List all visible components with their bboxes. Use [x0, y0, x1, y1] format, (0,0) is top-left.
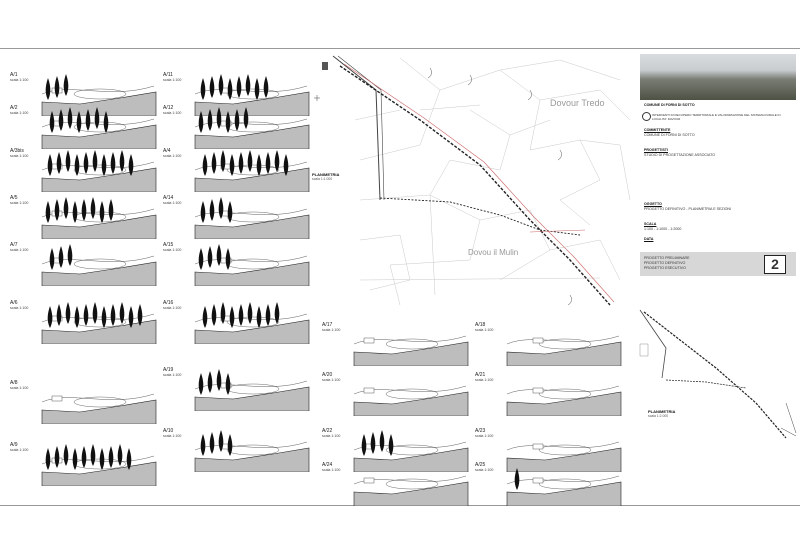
section-code: A/10: [163, 428, 174, 434]
section-code: A/9: [10, 442, 18, 448]
data-heading: DATA: [644, 237, 654, 241]
section-label: [10, 195, 28, 205]
cross-section-a-8: [10, 370, 180, 438]
planimetria-secondary: [636, 308, 798, 448]
section-label: [475, 372, 493, 382]
municipality-emblem-icon: [642, 112, 651, 121]
section-scale: scala 1:100: [475, 378, 494, 382]
progettisti-value: STUDIO DI PROGETTAZIONE ASSOCIATO: [644, 153, 716, 157]
section-code: A/12: [163, 105, 174, 111]
section-scale: scala 1:100: [163, 111, 182, 115]
section-label: [475, 322, 493, 332]
cross-section-a-9: [10, 432, 180, 500]
section-scale: scala 1:100: [163, 373, 182, 377]
cross-section-a-6: [10, 290, 180, 358]
section-code: A/3bis: [10, 148, 24, 154]
progettisti-heading: PROGETTISTI: [644, 148, 668, 152]
planimetria-main: [300, 50, 632, 310]
committente-value: COMUNE DI FORNI DI SOTTO: [644, 133, 695, 137]
cross-section-a-19: [163, 357, 333, 425]
section-code: A/20: [322, 372, 333, 378]
section-code: A/24: [322, 462, 333, 468]
oggetto-value: PROGETTO DEFINITIVO - PLANIMETRIA E SEZIONI: [644, 207, 731, 211]
section-label: [475, 462, 493, 472]
oggetto-heading: OGGETTO: [644, 202, 662, 206]
planimetria-secondary-scale: scala 1:2.000: [648, 414, 669, 418]
section-label: [10, 242, 28, 252]
planimetria-title: PLANIMETRIA: [312, 172, 340, 177]
section-label: [163, 105, 181, 115]
scala-heading: SCALA: [644, 222, 657, 226]
section-code: A/16: [163, 300, 174, 306]
section-scale: scala 1:100: [10, 306, 29, 310]
section-scale: scala 1:100: [163, 78, 182, 82]
section-label: [163, 242, 181, 252]
section-code: A/7: [10, 242, 18, 248]
scala-value: 1:100 - 1:1000 - 1:2000: [644, 227, 682, 231]
legend-definitivo: PROGETTO DEFINITIVO: [644, 261, 686, 265]
landscape-photo: [640, 54, 796, 100]
title-block: [638, 54, 798, 304]
title-block-header: COMUNE DI FORNI DI SOTTO: [644, 103, 695, 107]
section-scale: scala 1:100: [475, 434, 494, 438]
section-label: [163, 72, 181, 82]
planimetria-scale: scala 1:1.000: [312, 177, 333, 181]
section-scale: scala 1:100: [10, 386, 29, 390]
place-label-davou-il-mulin: Dovou il Mulin: [468, 248, 519, 257]
legend-esecutivo: PROGETTO ESECUTIVO: [644, 266, 686, 270]
section-label: [10, 380, 28, 390]
section-scale: scala 1:100: [10, 154, 29, 158]
section-code: A/25: [475, 462, 486, 468]
section-scale: scala 1:100: [322, 328, 341, 332]
committente-heading: COMMITTENTE: [644, 128, 671, 132]
section-scale: scala 1:100: [10, 248, 29, 252]
section-label: [10, 72, 28, 82]
section-label: [10, 148, 28, 158]
place-label-davour-tredo: Dovour Tredo: [550, 98, 605, 108]
section-code: A/15: [163, 242, 174, 248]
section-scale: scala 1:100: [163, 201, 182, 205]
section-label: [322, 428, 340, 438]
section-scale: scala 1:100: [322, 434, 341, 438]
section-label: [10, 105, 28, 115]
section-code: A/11: [163, 72, 173, 78]
legend-preliminare: PROGETTO PRELIMINARE: [644, 256, 690, 260]
section-scale: scala 1:100: [10, 448, 29, 452]
section-code: A/4: [163, 148, 171, 154]
section-scale: scala 1:100: [475, 468, 494, 472]
section-code: A/14: [163, 195, 174, 201]
section-label: [163, 148, 181, 158]
section-scale: scala 1:100: [10, 201, 29, 205]
section-scale: scala 1:100: [163, 306, 182, 310]
section-label: [322, 462, 340, 472]
section-scale: scala 1:100: [322, 378, 341, 382]
cross-section-a-24: [322, 452, 492, 520]
cross-section-a-25: [475, 452, 645, 520]
section-label: [163, 300, 181, 310]
section-code: A/18: [475, 322, 486, 328]
sheet-number: 2: [764, 255, 786, 274]
section-scale: scala 1:100: [10, 111, 29, 115]
project-title: INTERVENTI DI RECUPERO TERRITORIALE E VALORIZZAZIONE DEL SISTEMA RURALE IN LOCALITA' DAVOUR: [652, 113, 781, 121]
section-code: A/1: [10, 72, 18, 78]
section-code: A/22: [322, 428, 333, 434]
section-code: A/23: [475, 428, 486, 434]
section-label: [475, 428, 493, 438]
section-label: [10, 300, 28, 310]
section-code: A/2: [10, 105, 18, 111]
section-scale: scala 1:100: [163, 154, 182, 158]
section-code: A/17: [322, 322, 333, 328]
section-scale: scala 1:100: [10, 78, 29, 82]
section-label: [163, 195, 181, 205]
section-code: A/6: [10, 300, 18, 306]
section-label: [163, 428, 181, 438]
section-label: [10, 442, 28, 452]
section-label: [322, 322, 340, 332]
section-code: A/21: [475, 372, 486, 378]
section-label: [322, 372, 340, 382]
planimetria-secondary-title: PLANIMETRIA: [648, 409, 676, 414]
section-code: A/19: [163, 367, 174, 373]
section-scale: scala 1:100: [475, 328, 494, 332]
section-scale: scala 1:100: [163, 434, 182, 438]
section-code: A/8: [10, 380, 18, 386]
section-scale: scala 1:100: [322, 468, 341, 472]
section-label: [163, 367, 181, 377]
cross-section-a-10: [163, 418, 333, 486]
section-scale: scala 1:100: [163, 248, 182, 252]
section-code: A/5: [10, 195, 18, 201]
